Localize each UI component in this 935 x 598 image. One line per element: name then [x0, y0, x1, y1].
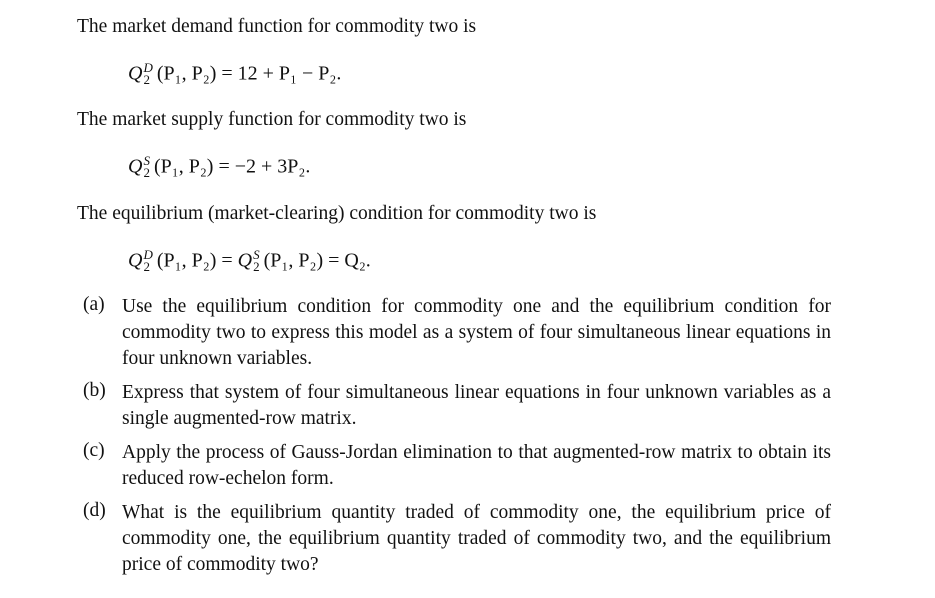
question-label: (b) — [83, 380, 106, 401]
question-label: (d) — [83, 500, 106, 521]
q-symbol: Q — [128, 249, 143, 272]
equation-demand — [128, 62, 341, 87]
question-text: Express that system of four simultaneous linear equations in four unknown variables as a single augmented-row matrix. — [122, 382, 831, 429]
question-text: Apply the process of Gauss-Jordan elimination to that augmented-row matrix to obtain its reduced row-echelon form. — [122, 442, 831, 489]
equation-rhs: (P₁, P₂) = −2 + 3P₂. — [153, 155, 311, 178]
subscript: 2 — [253, 259, 260, 275]
question-text: Use the equilibrium condition for commodity one and the equilibrium condition for commodity two to express this model as a system of four simultaneous linear equations in four unknown variables. — [122, 296, 831, 369]
intro-equilibrium: The equilibrium (market-clearing) condition for commodity two is — [77, 203, 597, 224]
intro-demand: The market demand function for commodity two is — [77, 16, 477, 37]
intro-supply: The market supply function for commodity two is — [77, 109, 467, 130]
equation-equilibrium — [128, 249, 371, 274]
equation-rhs: (P₁, P₂) = Q₂. — [263, 249, 371, 272]
equation-lhs: (P₁, P₂) = — [156, 249, 233, 272]
subscript: 2 — [143, 259, 150, 275]
equation-rhs: (P₁, P₂) = 12 + P₁ − P₂. — [156, 62, 342, 85]
question-text: What is the equilibrium quantity traded of commodity one, the equilibrium price of commodity one, the equilibrium quantity traded of commodity two, and the equilibrium price of commodity two? — [122, 502, 831, 575]
q-symbol: Q — [237, 249, 253, 272]
q-symbol: Q — [128, 62, 143, 85]
superscript: D — [143, 60, 153, 75]
subscript: 2 — [143, 72, 150, 88]
question-label: (a) — [83, 294, 105, 315]
q-symbol: Q — [128, 155, 143, 178]
superscript: S — [143, 153, 150, 168]
superscript: D — [143, 247, 153, 262]
equation-supply — [128, 155, 310, 180]
subscript: 2 — [143, 165, 150, 181]
question-label: (c) — [83, 440, 105, 461]
superscript: S — [253, 247, 260, 262]
